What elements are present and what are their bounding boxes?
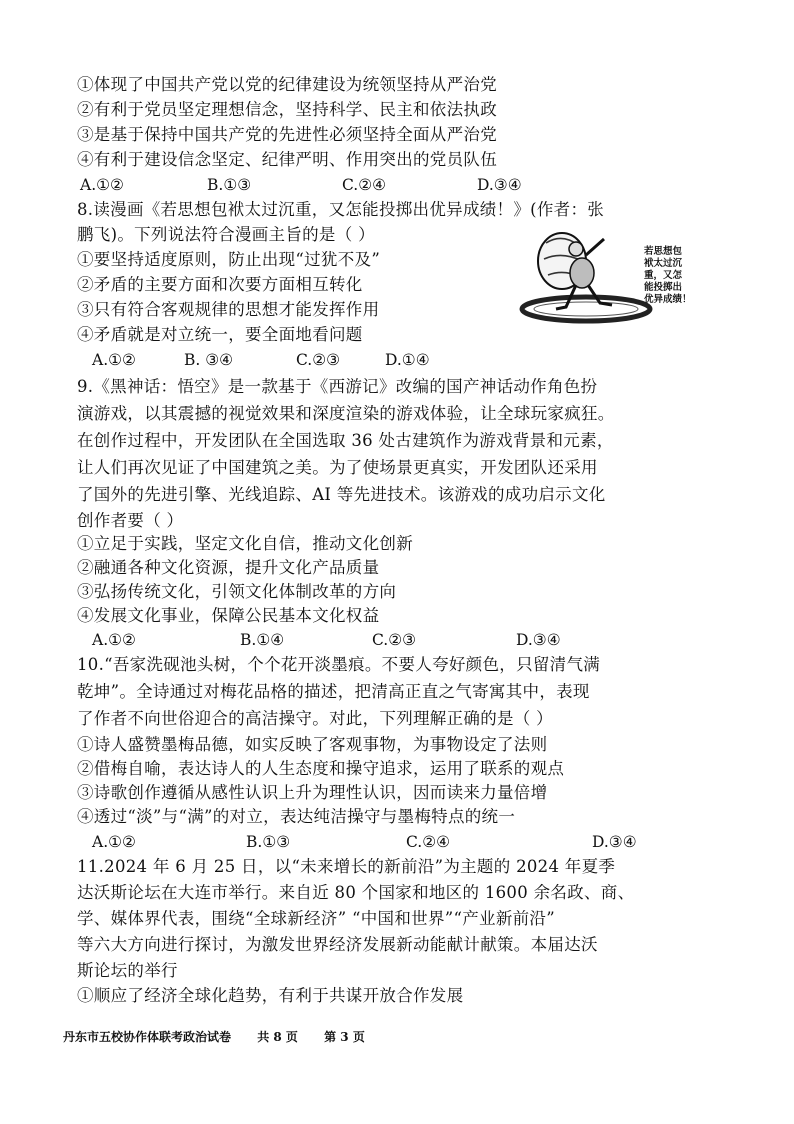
q9-option-b: B.①④ [240,631,285,649]
q10-stem-line-1: 10.“吾家洗砚池头树，个个花开淡墨痕。不要人夸好颜色，只留清气满 [77,655,601,674]
q9-stem-line-5: 了国外的先进引擎、光线追踪、AI 等先进技术。该游戏的成功启示文化 [77,485,606,504]
page-footer [63,1028,387,1045]
q8-statement-2: ②矛盾的主要方面和次要方面相互转化 [77,275,363,294]
q8-option-c: C.②③ [296,351,341,369]
footer-page-number: 第 3 页 [324,1030,365,1044]
q7-option-b: B.①③ [207,176,252,194]
q9-option-c: C.②③ [372,631,417,649]
q9-statement-3: ③弘扬传统文化，引领文化体制改革的方向 [77,582,397,601]
q9-option-a: A.①② [92,631,136,649]
footer-total-pages: 共 8 页 [257,1030,298,1044]
q10-statement-4: ④透过“淡”与“满”的对立，表达纯洁操守与墨梅特点的统一 [77,807,516,826]
q9-stem-line-2: 演游戏，以其震撼的视觉效果和深度渲染的游戏体验，让全球玩家疯狂。 [77,404,615,423]
q8-option-b: B. ③④ [184,351,234,369]
q9-stem-line-3: 在创作过程中，开发团队在全国选取 36 处古建筑作为游戏背景和元素， [77,431,614,450]
q10-statement-1: ①诗人盛赞墨梅品德，如实反映了客观事物，为事物设定了法则 [77,735,548,754]
q9-stem-line-4: 让人们再次见证了中国建筑之美。为了使场景更真实，开发团队还采用 [77,458,598,477]
q9-statement-1: ①立足于实践，坚定文化自信，推动文化创新 [77,534,413,553]
q10-option-a: A.①② [92,833,136,851]
q11-stem-line-1: 11.2024 年 6 月 25 日，以“未来增长的新前沿”为主题的 2024 年夏季 [77,857,616,876]
q10-option-c: C.②④ [406,833,451,851]
q8-statement-3: ③只有符合客观规律的思想才能发挥作用 [77,300,380,319]
q9-stem-line-6: 创作者要（ ） [77,511,184,530]
q8-option-a: A.①② [92,351,136,369]
q10-option-d: D.③④ [592,833,637,851]
footer-exam-title: 丹东市五校协作体联考政治试卷 [63,1030,232,1044]
q11-stem-line-5: 斯论坛的举行 [77,961,178,980]
q7-statement-1: ①体现了中国共产党以党的纪律建设为统领坚持从严治党 [77,75,497,94]
q11-stem-line-2: 达沃斯论坛在大连市举行。来自近 80 个国家和地区的 1600 余名政、商、 [77,883,635,902]
q8-cartoon-caption: 若思想包 袱太过沉 重，又怎 能投掷出 优异成绩！ [644,246,692,305]
q7-statement-2: ②有利于党员坚定理想信念，坚持科学、民主和依法执政 [77,100,497,119]
q11-stem-line-4: 等六大方向进行探讨，为激发世界经济发展新动能献计献策。本届达沃 [77,935,598,954]
q10-stem-line-3: 了作者不向世俗迎合的高洁操守。对此，下列理解正确的是（ ） [77,709,553,728]
q11-statement-1: ①顺应了经济全球化趋势，有利于共谋开放合作发展 [77,986,464,1005]
q9-stem-line-1: 9.《黑神话：悟空》是一款基于《西游记》改编的国产神话动作角色扮 [77,377,598,396]
q8-statement-4: ④矛盾就是对立统一，要全面地看问题 [77,325,363,344]
q7-statement-3: ③是基于保持中国共产党的先进性必须坚持全面从严治党 [77,125,497,144]
q7-option-a: A.①② [80,176,124,194]
q10-stem-line-2: 乾坤”。全诗通过对梅花品格的描述，把清高正直之气寄寓其中，表现 [77,682,590,701]
q7-option-c: C.②④ [342,176,387,194]
q8-option-d: D.①④ [385,351,430,369]
q8-stem-line-1: 8.读漫画《若思想包袱太过沉重，又怎能投掷出优异成绩！》(作者：张 [77,200,605,219]
q10-option-b: B.①③ [246,833,291,851]
q9-option-d: D.③④ [516,631,561,649]
q10-statement-3: ③诗歌创作遵循从感性认识上升为理性认识，因而读来力量倍增 [77,783,548,802]
q9-statement-2: ②融通各种文化资源，提升文化产品质量 [77,558,380,577]
q11-stem-line-3: 学、媒体界代表，围绕“全球新经济” “中国和世界”“产业新前沿” [77,909,555,928]
q9-statement-4: ④发展文化事业，保障公民基本文化权益 [77,606,380,625]
q7-statement-4: ④有利于建设信念坚定、纪律严明、作用突出的党员队伍 [77,150,497,169]
q8-statement-1: ①要坚持适度原则，防止出现“过犹不及” [77,250,381,269]
q7-option-d: D.③④ [477,176,522,194]
q8-stem-line-2: 鹏飞)。下列说法符合漫画主旨的是（ ） [77,225,375,244]
q10-statement-2: ②借梅自喻，表达诗人的人生态度和操守追求，运用了联系的观点 [77,759,565,778]
